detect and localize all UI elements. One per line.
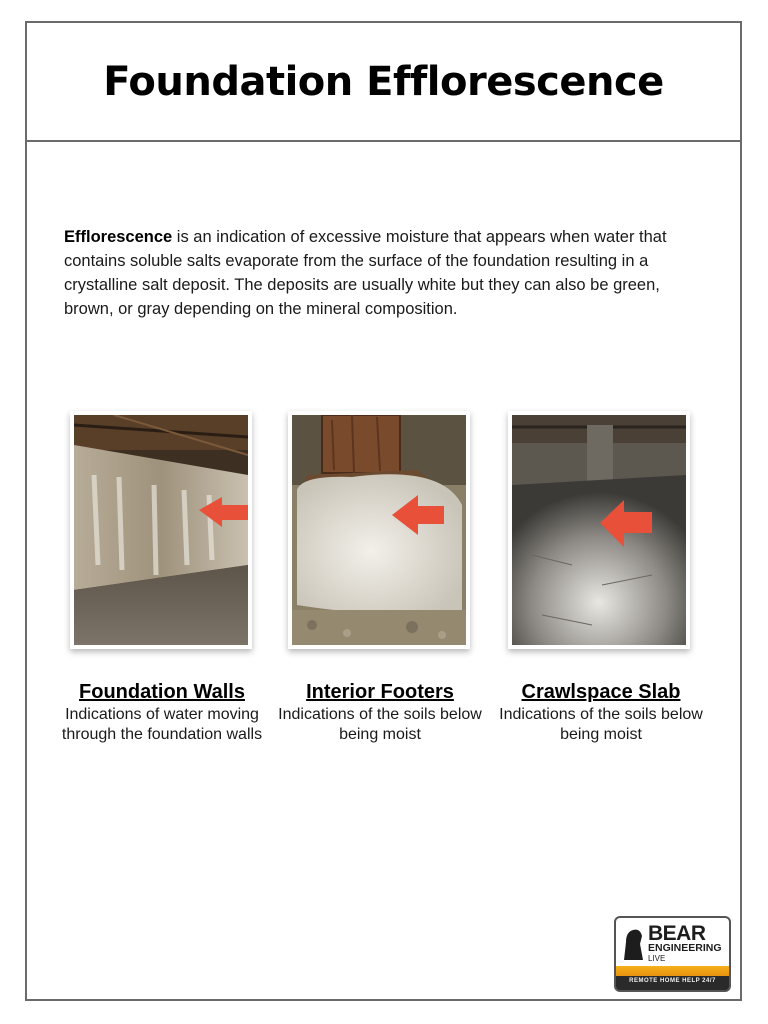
- bear-icon: [620, 924, 646, 962]
- page-title: Foundation Efflorescence: [103, 58, 664, 105]
- example-caption-2: [270, 679, 490, 745]
- foundation-wall-image: [74, 415, 248, 645]
- example-caption-3: [491, 679, 711, 745]
- bear-engineering-logo: [614, 916, 731, 992]
- crawlspace-slab-image: [512, 415, 686, 645]
- foundation-wall-photo: [70, 411, 252, 649]
- example-description: Indications of the soils below being moist: [499, 706, 703, 743]
- example-description: Indications of the soils below being moist: [278, 706, 482, 743]
- logo-band: [616, 966, 729, 976]
- intro-term: Efflorescence: [64, 228, 173, 246]
- page-frame: [25, 21, 742, 1001]
- title-bar: [27, 23, 740, 142]
- example-caption-1: [52, 679, 272, 745]
- logo-line2: ENGINEERING: [648, 942, 722, 954]
- intro-paragraph: [64, 225, 709, 321]
- intro-text: is an indication of excessive moisture that appears when water that contains soluble salts evaporate from the surface of the foundation resulting in a crystalline salt deposit. The deposits are usually white but they can also be green, brown, or gray depending on the mineral composition.: [64, 228, 667, 318]
- example-title: Crawlspace Slab: [521, 681, 681, 703]
- example-description: Indications of water moving through the foundation walls: [61, 706, 263, 743]
- example-title: Interior Footers: [306, 681, 454, 703]
- logo-line3: LIVE: [648, 954, 666, 963]
- logo-tagline: REMOTE HOME HELP 24/7: [629, 978, 716, 984]
- example-title: Foundation Walls: [79, 681, 245, 703]
- interior-footer-image: [292, 415, 466, 645]
- interior-footer-photo: [288, 411, 470, 649]
- logo-brand: BEAR: [648, 922, 706, 945]
- crawlspace-slab-photo: [508, 411, 690, 649]
